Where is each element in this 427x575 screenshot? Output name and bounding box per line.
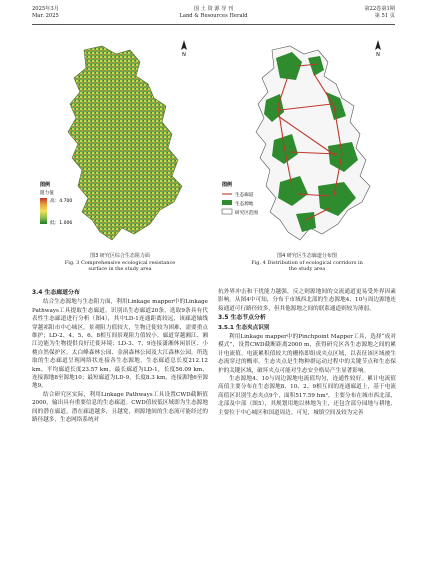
fig3-legend-high: 高：4.700	[50, 199, 73, 204]
fig4-legend-title: 图例	[222, 182, 233, 188]
fig3-legend-low: 低：1.006	[50, 221, 73, 226]
figure-3	[32, 36, 208, 248]
north-arrow-icon	[181, 40, 187, 58]
fig4-caption-cn: 图4 研究区生态廊道分布图	[277, 253, 337, 259]
fig3-caption-en-2: surface in the study area	[88, 266, 152, 273]
section-3-4-heading: 3.4 生态廊道分布	[32, 290, 80, 296]
fig3-caption-cn: 图3 研究区综合生态阻力面	[90, 253, 150, 259]
fig4-legend-corridor: 生态廊道	[235, 193, 254, 198]
paragraph: 结合研究区实际，利用Linkage Pathways工具设置CWD截断值2000，输出具有重要信息的生态廊道。CWD值较低区域即为生态源地间的潜在廊道，潜在廊道越多，且越宽，则源地间的生态流可能经过的路径越多，生态网络系统对	[32, 391, 208, 424]
header-right	[364, 6, 395, 20]
left-text-column	[32, 288, 208, 568]
fig4-corridor-map	[218, 36, 396, 248]
header-date-en: Mar. 2025	[32, 13, 59, 19]
section-3-5-1-heading: 3.5.1 生态夹点识别	[218, 324, 270, 331]
volume-issue: 第22卷第1期	[364, 6, 395, 12]
journal-title-en: Land & Resources Herald	[179, 13, 248, 19]
fig4-legend-area: 研究区范围	[235, 211, 258, 216]
header-date-cn: 2025年3月	[32, 6, 59, 12]
header-center	[32, 6, 395, 20]
svg-text:N: N	[182, 52, 186, 58]
section-3-5-heading: 3.5 生态节点分析	[218, 315, 266, 322]
fig4-caption-en-1: Fig. 4 Distribution of ecological corridors in	[251, 259, 363, 266]
fig4-legend-source-swatch	[222, 200, 232, 205]
journal-title-cn: 国 土 资 源 导 刊	[193, 6, 234, 12]
paragraph: 结合生态源地与生态阻力面，利用Linkage mapper中的Linkage Pathways工具提取生态廊道。识别出生态廊道20条，选取9条具有代表性生态廊道进行分析（图4），其中LD-1连通距离较远，该廊道轴线穿越祁阳市中心城区，景观阻力值较大，生物迁徙较为困难，需要重点维护；LD-2、4、5、6、8相互间景观阻力值较小，廊道穿越湘江、湘江边能为生物提供良好迁徙环境；LD-3、7、9连接潇湘休闲景区、小桃自然保护区、太白峰森林公园、金洞森林公园及大江森林公园。所选取的生态廊道呈现网络状连接各生态源地，生态廊道总长度212.12 km，平均廊道长度23.57 km。最长廊道为LD-1，长度56.09 km，连接源地8至源地10；最短廊道为LD-9，长度8.3 km，连接源地6至源地9。	[32, 299, 209, 390]
fig3-map-area	[68, 46, 182, 240]
svg-text:N: N	[376, 52, 380, 58]
fig4-caption-en-2: the study area	[288, 266, 326, 273]
right-text-column	[218, 288, 396, 568]
fig3-caption-en-1: Fig. 3 Comprehensive ecological resistance	[64, 259, 176, 266]
fig3-legend-title: 图例	[40, 182, 51, 188]
fig3-legend-subtitle: 阻力值	[40, 191, 54, 196]
header-rule	[32, 24, 395, 25]
page-number: 第 51 页	[374, 13, 395, 19]
north-arrow-icon	[375, 40, 381, 58]
fig3-resistance-map	[32, 36, 208, 248]
fig4-study-area	[256, 46, 370, 240]
figure-4	[218, 36, 396, 248]
paragraph: 利用Linkage mapper中的Pinchpoint Mapper工具，选择“成对模式”，设置CWD截断距离2000 m，获得研究区各生态源地之间的累计电流值。电流累积值较大的栅格即组成夹点区域，以表征该区域被生态流穿过的概率。生态夹点是生物种群运动过程中的关键节点和生态保护的关键区域，破坏夹点可能对生态安全格局产生显著影响。	[218, 334, 396, 374]
fig3-legend-gradient	[40, 198, 47, 224]
fig4-legend-area-swatch	[222, 209, 232, 214]
paragraph: 抗外界冲击和干扰能力越强，反之则源地间的交流通道更易受外界因素影响。从图4中可知，分布于市域西北部的生态源地4、10与周边源地连接通道可行路径较多，但其他源地之间的联系通道则较为薄弱。	[218, 289, 396, 312]
fig4-legend-source: 生态源地	[235, 202, 254, 207]
paragraph: 生态源地4、10与周边源地电流值均匀，连通性较好。累计电流值高值主要分布在生态源地8、10、2、9相互间的连通廊道上，基于电流高值区识别生态夹点9个，面积517.59 hm²，主要分布在城市西北部、北部及中部（图5），其规划用地以林地为主，还包含部分园地与耕地，主要位于中心城区和国道周边。可见，城镇空间及较为完善	[218, 376, 396, 416]
fig3-caption	[32, 253, 208, 273]
fig4-caption	[218, 253, 396, 273]
